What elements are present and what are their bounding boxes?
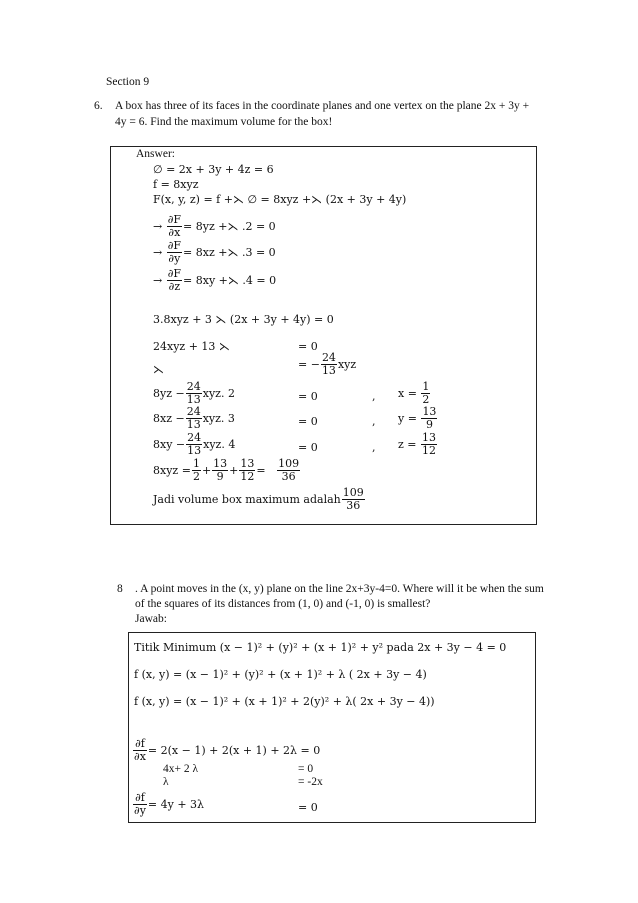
q6-row-z-comma: , [372,441,376,454]
numerator: 13 [422,431,437,444]
q6-row-x-result [398,381,431,405]
q8-jawab-label: Jawab: [135,613,167,625]
numerator: 109 [342,486,364,499]
rhs: = 2(x − 1) + 2(x + 1) + 2λ = 0 [147,743,321,757]
q8-partial-y [132,792,204,816]
fraction [133,738,147,762]
q6-row-x-eq: = 0 [298,390,318,403]
q8-number: 8 [117,583,123,595]
y-equals: y = [398,411,417,425]
numerator: ∂f [133,792,147,805]
q6-row-z-eq: = 0 [298,441,318,454]
q6-number: 6. [94,100,103,112]
denominator: 12 [240,469,255,483]
q6-step2-right [298,352,356,376]
q6-row-x-comma: , [372,390,376,403]
denominator: 13 [187,443,202,457]
q6-row-y [153,406,235,430]
q6-row-y-eq: = 0 [298,415,318,428]
arrow-icon: → [153,273,163,287]
numerator: 1 [422,380,430,393]
q8-step1-right: = 0 [298,763,314,775]
fraction [421,381,430,405]
q8-text-line2: of the squares of its distances from (1, 0) and (-1, 0) is smallest? [135,598,431,610]
denominator: 9 [216,469,224,483]
denominator: 12 [422,443,437,457]
section-title: Section 9 [106,76,150,88]
arrow-icon: → [153,245,163,259]
q6-partial-x [153,214,276,238]
denominator: 36 [281,469,296,483]
q6-row-y-comma: , [372,415,376,428]
fraction [321,352,337,376]
plus: + [201,463,212,477]
row-post: xyz. 4 [203,437,236,451]
volume-pre: 8xyz = [153,463,191,477]
fraction [167,240,182,264]
denominator: 13 [321,363,336,377]
q8-line-simplified: f (x, y) = (x − 1)² + (x + 1)² + 2(y)² + λ( 2x + 3y − 4)) [134,695,435,708]
numerator: 109 [278,457,300,470]
fraction [239,458,255,482]
q6-step1-right: = 0 [298,340,318,353]
numerator: 24 [186,405,201,418]
q6-text-line1: A box has three of its faces in the coordinate planes and one vertex on the plane 2x + 3y + [115,100,530,112]
fraction [186,406,202,430]
q6-conclusion [153,487,366,511]
numerator: 24 [187,431,202,444]
row-post: xyz. 2 [202,386,235,400]
numerator: 13 [240,457,255,470]
q6-row-y-result [398,406,438,430]
fraction [186,381,202,405]
q6-row-z-result [398,432,438,456]
q8-line-lagrange: f (x, y) = (x − 1)² + (y)² + (x + 1)² + λ ( 2x + 3y − 4) [134,668,427,681]
denominator: ∂x [168,225,181,239]
q8-step2-right: = -2x [298,776,323,788]
fraction [186,432,202,456]
fraction [167,268,182,292]
numerator: ∂F [167,267,182,280]
numerator: 13 [422,405,437,418]
denominator: ∂y [168,251,181,265]
fraction [133,792,147,816]
numerator: 24 [186,380,201,393]
fraction [421,432,437,456]
rhs: = 8xz +⋋ .3 = 0 [183,245,276,259]
fraction [277,458,300,482]
fraction [167,214,182,238]
q8-step2-left: λ [163,776,169,788]
equals: = [256,463,266,477]
numerator: ∂f [133,738,147,751]
q6-row-z [153,432,235,456]
numerator: 24 [321,351,336,364]
denominator: ∂z [168,279,181,293]
q6-eq-constraint: ∅ = 2x + 3y + 4z = 6 [153,163,274,176]
q6-combined-eq: 3.8xyz + 3 ⋋ (2x + 3y + 4y) = 0 [153,313,334,326]
q8-line-min: Titik Minimum (x − 1)² + (y)² + (x + 1)² + y² pada 2x + 3y − 4 = 0 [134,641,507,654]
q6-text-line2: 4y = 6. Find the maximum volume for the box! [115,116,333,128]
denominator: 13 [186,392,201,406]
q6-step2-left: ⋋ [153,363,164,376]
denominator: 36 [346,498,361,512]
row-pre: 8xz − [153,411,185,425]
rhs: = 4y + 3λ [147,797,205,811]
q8-partial-y-eq: = 0 [298,801,318,814]
row-post: xyz. 3 [202,411,235,425]
fraction [421,406,437,430]
q6-partial-z [153,268,276,292]
denominator: 2 [192,469,200,483]
x-equals: x = [398,386,417,400]
equals-minus: = − [298,357,320,371]
fraction [212,458,228,482]
q8-step1-left: 4x+ 2 λ [163,763,199,775]
q6-row-x [153,381,235,405]
row-pre: 8yz − [153,386,185,400]
xyz: xyz [337,357,357,371]
denominator: 2 [422,392,430,406]
conclusion-text: Jadi volume box maximum adalah [153,492,341,506]
denominator: ∂x [134,749,146,763]
numerator: ∂F [167,239,182,252]
fraction [342,487,365,511]
plus: + [229,463,239,477]
rhs: = 8xy +⋋ .4 = 0 [183,273,277,287]
q6-eq-volume: f = 8xyz [153,178,199,191]
q6-answer-label: Answer: [136,148,175,160]
denominator: 9 [425,417,433,431]
numerator: 1 [192,457,200,470]
z-equals: z = [398,437,417,451]
denominator: 13 [186,417,201,431]
arrow-icon: → [153,219,163,233]
rhs: = 8yz +⋋ .2 = 0 [183,219,276,233]
q6-volume-calc [153,458,301,482]
q6-step1-left: 24xyz + 13 ⋋ [153,340,230,353]
row-pre: 8xy − [153,437,186,451]
q6-partial-y [153,240,276,264]
numerator: 13 [213,457,228,470]
numerator: ∂F [167,213,182,226]
q6-eq-lagrangian: F(x, y, z) = f +⋋ ∅ = 8xyz +⋋ (2x + 3y + 4y) [153,193,407,206]
denominator: ∂y [134,803,146,817]
q8-partial-x [132,738,320,762]
q8-text-line1: . A point moves in the (x, y) plane on the line 2x+3y-4=0. Where will it be when the sum [135,583,544,595]
fraction [192,458,201,482]
